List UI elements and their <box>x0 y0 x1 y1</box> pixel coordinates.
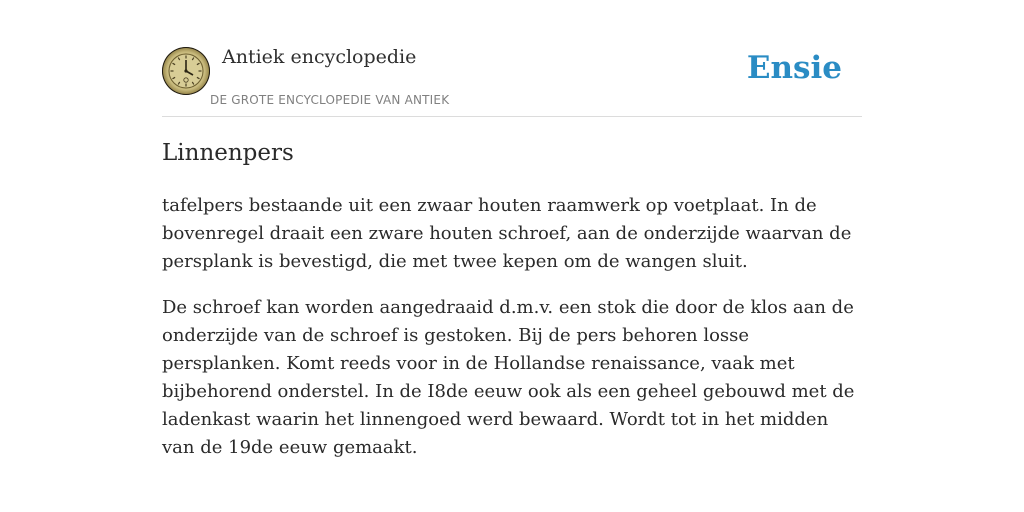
site-header <box>162 0 862 117</box>
article-paragraph: De schroef kan worden aangedraaid d.m.v. een stok die door de klos aan de onderzijde van de schroef is gestoken. Bij de pers behoren losse persplanken. Komt reeds voor in de Hollandse renaissance, vaak met bijbehorend onderstel. In de I8de eeuw ook als een geheel gebouwd met de ladenkast waarin het linnengoed werd bewaard. Wordt tot in het midden van de 19de eeuw gemaakt. <box>162 297 855 458</box>
brand-logo[interactable]: Ensie <box>746 50 842 86</box>
page-container <box>162 0 862 458</box>
antique-clock-icon[interactable] <box>162 47 210 95</box>
article-paragraph: tafelpers bestaande uit een zwaar houten raamwerk op voetplaat. In de bovenregel draait een zware houten schroef, aan de onderzijde waarvan de persplank is bevestigd, die met twee kepen om de wangen sluit. <box>162 195 852 272</box>
site-subtitle: DE GROTE ENCYCLOPEDIE VAN ANTIEK <box>210 93 450 107</box>
article-title: Linnenpers <box>162 140 294 166</box>
site-title[interactable]: Antiek encyclopedie <box>222 46 417 68</box>
article-body <box>162 192 862 480</box>
